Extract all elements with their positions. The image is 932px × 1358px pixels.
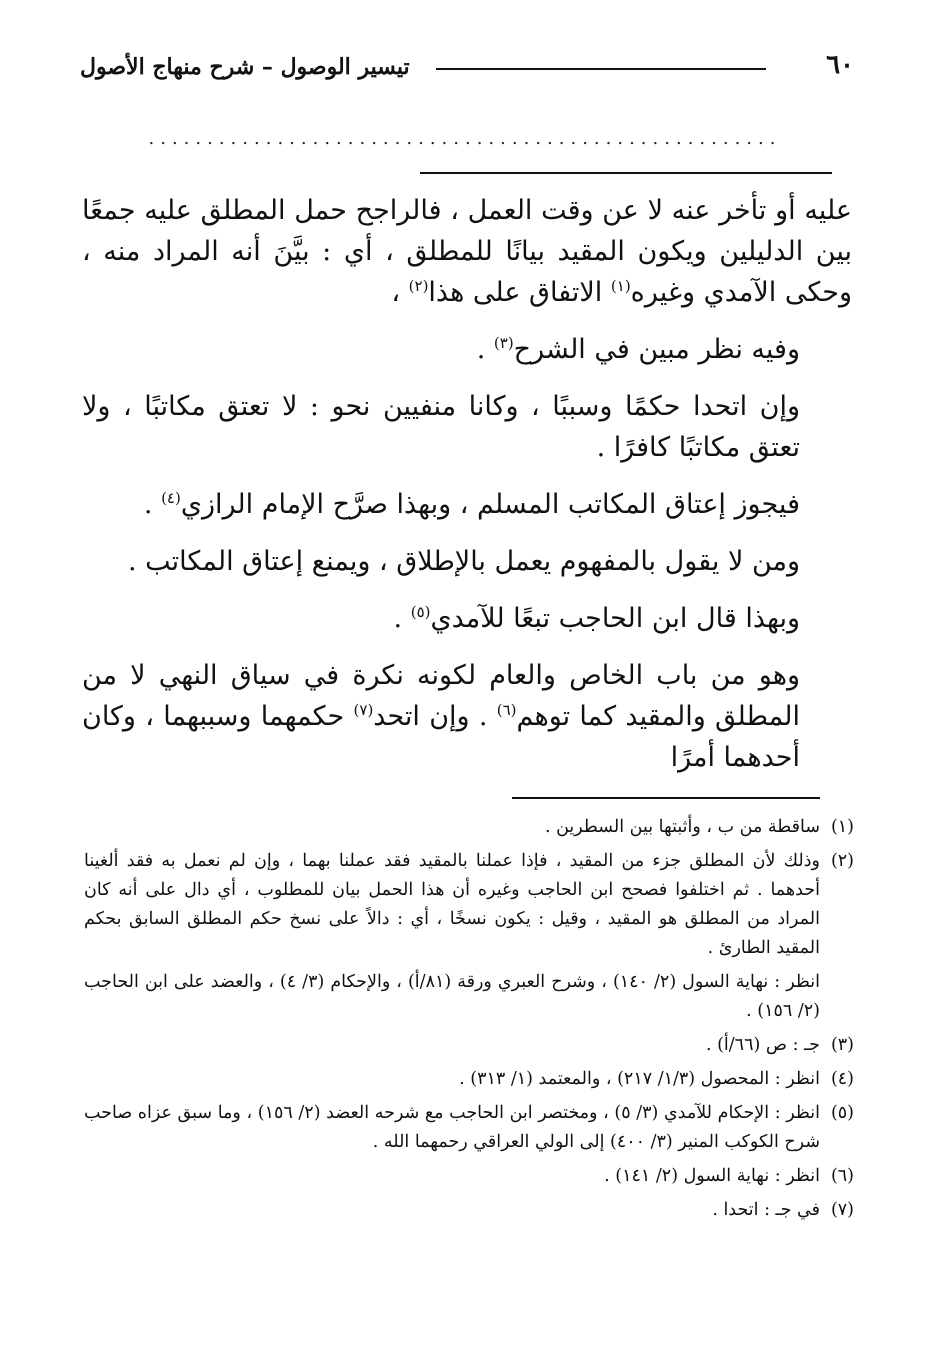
footnote-marker: (٦) [496,701,517,719]
body-text: . [393,603,411,634]
footnote-text: جـ : ص (٦٦/أ) . [705,1035,820,1055]
body-paragraph [82,598,852,639]
running-title: تيسير الوصول – شرح منهاج الأصول [80,54,410,80]
body-paragraph [82,386,852,468]
footnote-number: (١) [830,817,854,837]
footnote-text: انظر : الإحكام للآمدي (٣/ ٥) ، ومختصر ابن الحاجب مع شرحه العضد (٢/ ١٥٦) ، وما سبق عزاه صاحب شرح الكوكب المنير (٣/ ٤٠٠) إلى الولي العراقي رحمهما الله . [84,1103,820,1152]
footnote [84,1099,854,1157]
header-rule [436,68,766,70]
body-text: وبهذا قال ابن الحاجب تبعًا للآمدي [430,603,800,634]
footnote-marker: (٥) [410,603,431,621]
page-header [80,50,854,94]
footnote-number: (٤) [830,1069,854,1089]
footnotes [84,813,854,1230]
footnote [84,1031,854,1060]
body-text: . [476,334,494,365]
body-text: فيجوز إعتاق المكاتب المسلم ، وبهذا صرَّح الإمام الرازي [180,489,800,520]
main-body [82,190,852,794]
page-number: ٦٠ [826,50,854,80]
footnote-text: ساقطة من ب ، وأثبتها بين السطرين . [544,817,820,837]
footnote-marker: (٢) [408,277,429,295]
footnote [84,1162,854,1191]
top-rule [420,172,832,174]
body-text: وإن اتحدا حكمًا وسببًا ، وكانا منفيين نحو : لا تعتق مكاتبًا ، ولا تعتق مكاتبًا كافرًا . [82,391,800,463]
footnote [84,1065,854,1094]
separator-dots: ...................................................... [148,128,782,149]
footnote-text: في جـ : اتحدا . [712,1200,820,1220]
body-text: . [143,489,162,520]
body-paragraph [82,484,852,525]
body-paragraph [82,329,852,370]
body-paragraph [82,655,852,778]
body-text: حكمهما وسببهما ، وكان أحدهما أمرًا [82,701,800,773]
footnote-rule [512,797,820,799]
footnote [84,968,854,1026]
body-text: الاتفاق على هذا [428,277,611,308]
footnote-text: وذلك لأن المطلق جزء من المقيد ، فإذا عملنا بالمقيد فقد عملنا بهما ، وإن لم نعمل به فقد ألغينا أحدهما . ثم اختلفوا فصحح ابن الحاجب وغيره أن هذا الحمل بيان للمطلوب ، أي دال على أنه كان المراد من المطلق هو المقيد ، وقيل : يكون نسخًا ، أي : دالاً على نسخ حكم المطلق السابق بحكم المقيد الطارئ . [84,851,820,958]
body-paragraph [82,541,852,582]
body-text: وهو من باب الخاص والعام لكونه نكرة في سياق النهي لا من المطلق والمقيد كما توهم [82,660,800,732]
footnote-text: انظر : نهاية السول (٢/ ١٤١) . [604,1166,820,1186]
body-text: ، [391,277,409,308]
footnote-number: (٧) [830,1200,854,1220]
footnote-number: (٦) [830,1166,854,1186]
footnote [84,813,854,842]
body-text: عليه أو تأخر عنه لا عن وقت العمل ، فالراجح حمل المطلق عليه جمعًا بين الدليلين ويكون المقيد بيانًا للمطلق ، أي : بيَّنَ أنه المراد منه ، وحكى الآمدي وغيره [82,195,852,308]
footnote-text: انظر : المحصول (١/٣/ ٢١٧) ، والمعتمد (١/ ٣١٣) . [459,1069,820,1089]
body-text: . وإن اتحد [373,701,497,732]
body-text: ومن لا يقول بالمفهوم يعمل بالإطلاق ، ويمنع إعتاق المكاتب . [127,546,800,577]
footnote-text: انظر : نهاية السول (٢/ ١٤٠) ، وشرح العبري ورقة (٨١/أ) ، والإحكام (٣/ ٤) ، والعضد على ابن الحاجب (٢/ ١٥٦) . [84,972,820,1021]
footnote-number: (٢) [830,851,854,871]
body-paragraph [82,190,852,313]
footnote [84,847,854,963]
footnote-marker: (٣) [493,334,514,352]
footnote-marker: (٤) [161,489,181,507]
footnote-number: (٥) [830,1103,854,1123]
footnote-marker: (١) [610,277,631,295]
footnote-marker: (٧) [353,701,374,719]
body-text: وفيه نظر مبين في الشرح [513,334,800,365]
footnote [84,1196,854,1225]
footnote-number: (٣) [830,1035,854,1055]
